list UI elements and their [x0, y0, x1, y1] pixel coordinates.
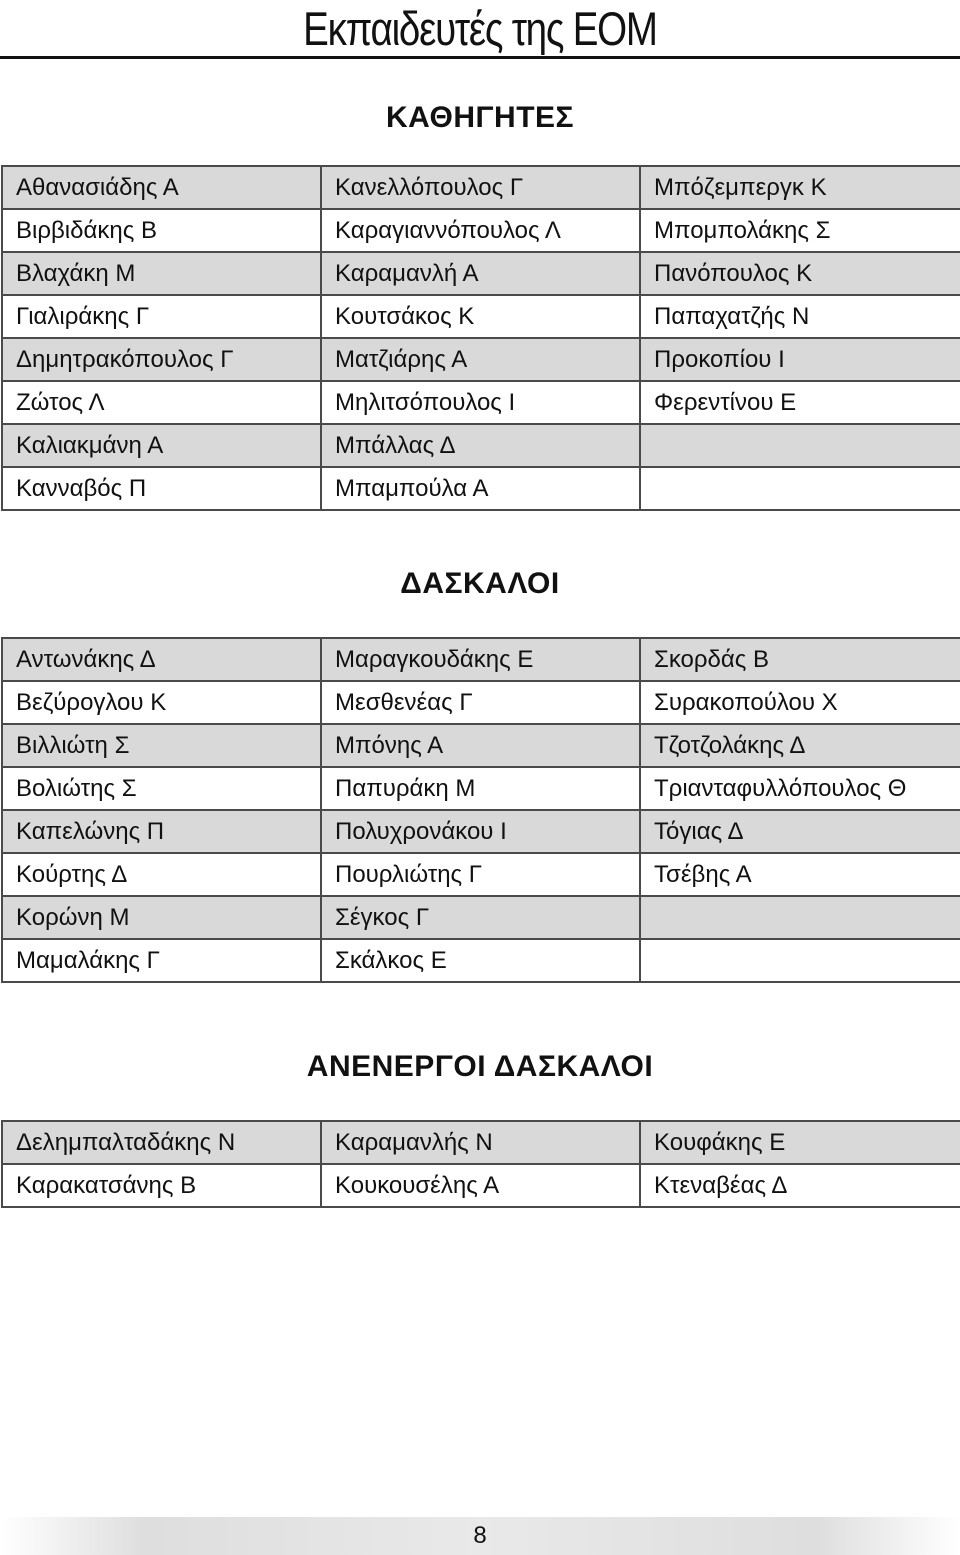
- name-cell: Φερεντίνου Ε: [640, 381, 960, 424]
- table-row: [2, 1121, 960, 1164]
- name-cell: Κτεναβέας Δ: [640, 1164, 960, 1207]
- name-cell: Καλιακμάνη Α: [2, 424, 321, 467]
- name-cell: Παπυράκη Μ: [321, 767, 640, 810]
- name-cell: Πολυχρονάκου Ι: [321, 810, 640, 853]
- name-cell: Αθανασιάδης Α: [2, 166, 321, 209]
- name-cell: Τζοτζολάκης Δ: [640, 724, 960, 767]
- name-cell: [640, 424, 960, 467]
- table-row: [2, 252, 960, 295]
- name-cell: Κανναβός Π: [2, 467, 321, 510]
- name-cell: Βεζύρογλου Κ: [2, 681, 321, 724]
- name-cell: Κουκουσέλης Α: [321, 1164, 640, 1207]
- name-cell: Κούρτης Δ: [2, 853, 321, 896]
- name-cell: Καρακατσάνης Β: [2, 1164, 321, 1207]
- table-row: [2, 767, 960, 810]
- name-cell: Βιλλιώτη Σ: [2, 724, 321, 767]
- table-row: [2, 638, 960, 681]
- name-cell: Τόγιας Δ: [640, 810, 960, 853]
- name-cell: Συρακοπούλου Χ: [640, 681, 960, 724]
- page-number: 8: [473, 1522, 487, 1549]
- name-cell: Ζώτος Λ: [2, 381, 321, 424]
- name-cell: Μπαμπούλα Α: [321, 467, 640, 510]
- name-cell: [640, 467, 960, 510]
- name-cell: Σκάλκος Ε: [321, 939, 640, 982]
- name-cell: Πανόπουλος Κ: [640, 252, 960, 295]
- table-row: [2, 810, 960, 853]
- table-row: [2, 896, 960, 939]
- table-row: [2, 939, 960, 982]
- inactive-teachers-table: [1, 1120, 960, 1208]
- name-cell: Μαμαλάκης Γ: [2, 939, 321, 982]
- name-cell: Μαραγκουδάκης Ε: [321, 638, 640, 681]
- name-cell: Κουφάκης Ε: [640, 1121, 960, 1164]
- name-cell: Μεσθενέας Γ: [321, 681, 640, 724]
- table-row: [2, 424, 960, 467]
- name-cell: Βιρβιδάκης Β: [2, 209, 321, 252]
- section-heading-professors: ΚΑΘΗΓΗΤΕΣ: [385, 101, 575, 134]
- table-row: [2, 338, 960, 381]
- name-cell: Τριανταφυλλόπουλος Θ: [640, 767, 960, 810]
- name-cell: Βλαχάκη Μ: [2, 252, 321, 295]
- name-cell: Δελημπαλταδάκης Ν: [2, 1121, 321, 1164]
- name-cell: Γιαλιράκης Γ: [2, 295, 321, 338]
- name-cell: Σέγκος Γ: [321, 896, 640, 939]
- name-cell: Καραμανλής Ν: [321, 1121, 640, 1164]
- name-cell: Κανελλόπουλος Γ: [321, 166, 640, 209]
- page-title: Εκπαιδευτές της ΕΟΜ: [303, 2, 657, 55]
- table-row: [2, 166, 960, 209]
- table-row: [2, 295, 960, 338]
- name-cell: Αντωνάκης Δ: [2, 638, 321, 681]
- name-cell: Προκοπίου Ι: [640, 338, 960, 381]
- name-cell: Καραγιαννόπουλος Λ: [321, 209, 640, 252]
- table-row: [2, 853, 960, 896]
- table-row: [2, 724, 960, 767]
- teachers-table: [1, 637, 960, 983]
- name-cell: Τσέβης Α: [640, 853, 960, 896]
- name-cell: Μπόνης Α: [321, 724, 640, 767]
- name-cell: Βολιώτης Σ: [2, 767, 321, 810]
- name-cell: Μπόζεμπεργκ Κ: [640, 166, 960, 209]
- name-cell: Καραμανλή Α: [321, 252, 640, 295]
- name-cell: Κορώνη Μ: [2, 896, 321, 939]
- name-cell: Μηλιτσόπουλος Ι: [321, 381, 640, 424]
- name-cell: [640, 939, 960, 982]
- table-row: [2, 209, 960, 252]
- name-cell: Σκορδάς Β: [640, 638, 960, 681]
- name-cell: Μπάλλας Δ: [321, 424, 640, 467]
- table-row: [2, 1164, 960, 1207]
- name-cell: Καπελώνης Π: [2, 810, 321, 853]
- section-heading-inactive-teachers: ΑΝΕΝΕΡΓΟΙ ΔΑΣΚΑΛΟΙ: [306, 1050, 654, 1083]
- table-row: [2, 681, 960, 724]
- name-cell: [640, 896, 960, 939]
- name-cell: Ματζιάρης Α: [321, 338, 640, 381]
- name-cell: Μπομπολάκης Σ: [640, 209, 960, 252]
- name-cell: Πουρλιώτης Γ: [321, 853, 640, 896]
- title-divider: [0, 56, 960, 59]
- name-cell: Παπαχατζής Ν: [640, 295, 960, 338]
- name-cell: Δημητρακόπουλος Γ: [2, 338, 321, 381]
- section-heading-teachers: ΔΑΣΚΑΛΟΙ: [400, 567, 560, 600]
- table-row: [2, 381, 960, 424]
- professors-table: [1, 165, 960, 511]
- table-row: [2, 467, 960, 510]
- name-cell: Κουτσάκος Κ: [321, 295, 640, 338]
